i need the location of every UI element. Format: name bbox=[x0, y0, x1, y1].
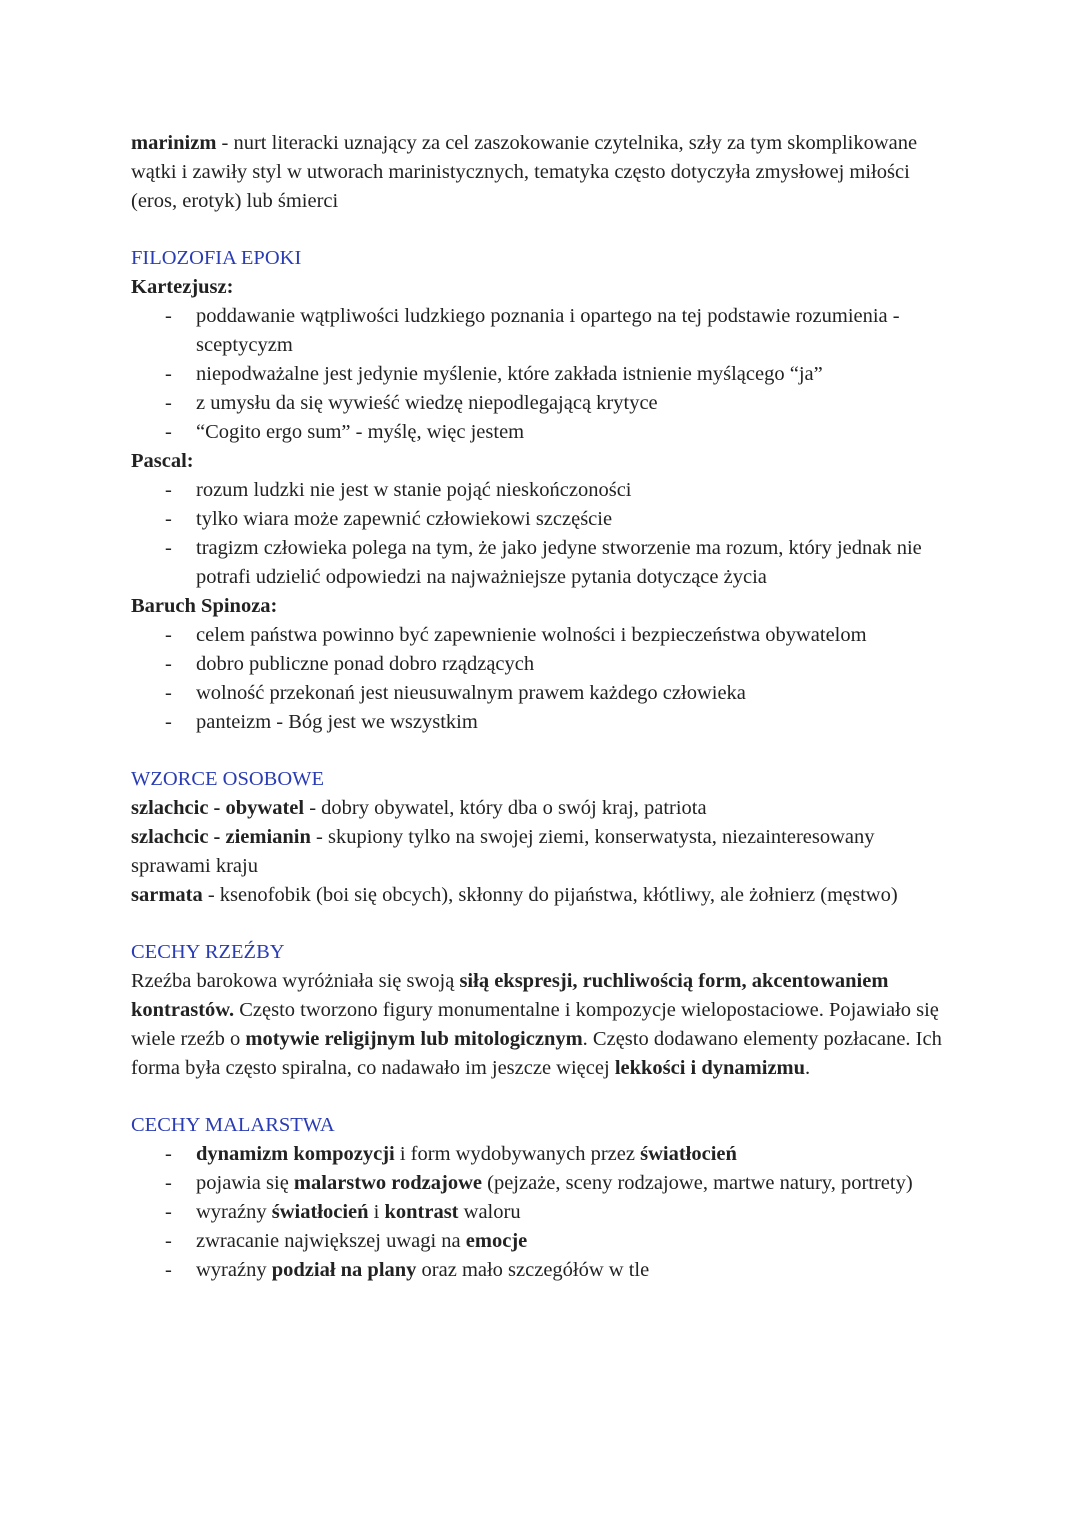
text-run: . Często dodawano elementy pozłacane. Ich forma była często spiralna, co nadawało im jeszcze więcej bbox=[131, 1028, 942, 1079]
text-run: i form wydobywanych przez bbox=[394, 1143, 641, 1165]
bold-run: siłą ekspresji, ruchliwością form, akcentowaniem kontrastów. bbox=[131, 970, 889, 1021]
spacer bbox=[131, 737, 951, 765]
list-item-text: tragizm człowieka polega na tym, że jako jedyne stworzenie ma rozum, który jednak nie potrafi udzielić odpowiedzi na najważniejsze pytania dotyczące życia bbox=[196, 537, 922, 588]
list-item bbox=[131, 621, 951, 650]
marinizm-paragraph bbox=[131, 129, 951, 216]
dash-marker: - bbox=[165, 1259, 172, 1281]
list-item-text: tylko wiara może zapewnić człowiekowi szczęście bbox=[196, 508, 613, 530]
bold-run: dynamizm kompozycji bbox=[196, 1143, 395, 1165]
heading-filozofia: FILOZOFIA EPOKI bbox=[131, 247, 302, 269]
dash-marker: - bbox=[165, 653, 172, 675]
dash-marker: - bbox=[165, 1172, 172, 1194]
list-item bbox=[131, 1198, 951, 1227]
list-item bbox=[131, 360, 951, 389]
text-run: zwracanie największej uwagi na bbox=[196, 1230, 466, 1252]
list-item bbox=[131, 1227, 951, 1256]
text-run: waloru bbox=[458, 1201, 521, 1223]
list-item bbox=[131, 1169, 951, 1198]
list-item-text: rozum ludzki nie jest w stanie pojąć nieskończoności bbox=[196, 479, 632, 501]
list-item-text: niepodważalne jest jedynie myślenie, które zakłada istnienie myślącego “ja” bbox=[196, 363, 823, 385]
list-item-text: poddawanie wątpliwości ludzkiego poznania i opartego na tej podstawie rozumienia - sceptycyzm bbox=[196, 305, 900, 356]
dash-marker: - bbox=[165, 508, 172, 530]
list-item bbox=[131, 302, 951, 360]
kartezjusz-list bbox=[131, 302, 951, 447]
dash-marker: - bbox=[165, 682, 172, 704]
list-item bbox=[131, 1140, 951, 1169]
document-content bbox=[131, 129, 951, 1285]
list-item bbox=[131, 708, 951, 737]
dash-marker: - bbox=[165, 537, 172, 559]
list-item bbox=[131, 389, 951, 418]
wzorzec-text: - skupiony tylko na swojej ziemi, konserwatysta, niezainteresowany sprawami kraju bbox=[131, 826, 875, 877]
list-item bbox=[131, 418, 951, 447]
bold-run: emocje bbox=[465, 1230, 528, 1252]
text-run: oraz mało szczegółów w tle bbox=[416, 1259, 650, 1281]
philosopher-spinoza: Baruch Spinoza: bbox=[131, 595, 278, 617]
list-item-text: “Cogito ergo sum” - myślę, więc jestem bbox=[196, 421, 525, 443]
spacer bbox=[131, 1083, 951, 1111]
philosopher-kartezjusz: Kartezjusz: bbox=[131, 276, 234, 298]
text-run: . bbox=[805, 1057, 811, 1079]
text-run: wyraźny bbox=[196, 1259, 272, 1281]
heading-wzorce: WZORCE OSOBOWE bbox=[131, 768, 325, 790]
bold-run: światłocień bbox=[640, 1143, 737, 1165]
text-run: Często tworzono figury monumentalne i kompozycje wielopostaciowe. Pojawiało się wiele rzeźb o bbox=[131, 999, 939, 1050]
bold-run: światłocień bbox=[271, 1201, 369, 1223]
wzorzec-term: szlachcic - ziemianin bbox=[131, 826, 311, 848]
bold-run: malarstwo rodzajowe bbox=[293, 1172, 482, 1194]
text-run: i bbox=[368, 1201, 385, 1223]
list-item-text: z umysłu da się wywieść wiedzę niepodlegającą krytyce bbox=[196, 392, 658, 414]
spacer bbox=[131, 910, 951, 938]
pascal-list bbox=[131, 476, 951, 592]
text-run: pojawia się bbox=[196, 1172, 294, 1194]
dash-marker: - bbox=[165, 421, 172, 443]
bold-run: motywie religijnym lub mitologicznym bbox=[245, 1028, 583, 1050]
wzorzec-obywatel bbox=[131, 794, 951, 823]
list-item bbox=[131, 679, 951, 708]
spacer bbox=[131, 216, 951, 244]
bold-run: podział na plany bbox=[271, 1259, 417, 1281]
bold-run: lekkości i dynamizmu bbox=[614, 1057, 806, 1079]
text-run: wyraźny bbox=[196, 1201, 272, 1223]
list-item-text: wolność przekonań jest nieusuwalnym prawem każdego człowieka bbox=[196, 682, 746, 704]
list-item bbox=[131, 650, 951, 679]
malarstwo-list bbox=[131, 1140, 951, 1285]
marinizm-definition: - nurt literacki uznający za cel zaszokowanie czytelnika, szły za tym skomplikowane wątki i zawiły styl w utworach marinistycznych, tematyka często dotyczyła zmysłowej miłości (eros, erotyk) lub śmierci bbox=[131, 132, 918, 212]
text-run: (pejzaże, sceny rodzajowe, martwe natury, portrety) bbox=[482, 1172, 913, 1194]
dash-marker: - bbox=[165, 1143, 172, 1165]
list-item-text: panteizm - Bóg jest we wszystkim bbox=[196, 711, 478, 733]
dash-marker: - bbox=[165, 363, 172, 385]
wzorzec-text: - ksenofobik (boi się obcych), skłonny do pijaństwa, kłótliwy, ale żołnierz (męstwo) bbox=[202, 884, 898, 906]
dash-marker: - bbox=[165, 392, 172, 414]
marinizm-term: marinizm bbox=[131, 132, 217, 154]
list-item bbox=[131, 476, 951, 505]
list-item bbox=[131, 1256, 951, 1285]
dash-marker: - bbox=[165, 1230, 172, 1252]
heading-malarstwo: CECHY MALARSTWA bbox=[131, 1114, 335, 1136]
dash-marker: - bbox=[165, 624, 172, 646]
spinoza-list bbox=[131, 621, 951, 737]
dash-marker: - bbox=[165, 305, 172, 327]
wzorzec-ziemianin bbox=[131, 823, 951, 881]
philosopher-pascal: Pascal: bbox=[131, 450, 194, 472]
list-item-text: dobro publiczne ponad dobro rządzących bbox=[196, 653, 535, 675]
text-run: Rzeźba barokowa wyróżniała się swoją bbox=[131, 970, 460, 992]
bold-run: kontrast bbox=[384, 1201, 459, 1223]
wzorzec-term: szlachcic - obywatel bbox=[131, 797, 305, 819]
dash-marker: - bbox=[165, 711, 172, 733]
wzorzec-text: - dobry obywatel, który dba o swój kraj, patriota bbox=[304, 797, 707, 819]
wzorzec-term: sarmata bbox=[131, 884, 203, 906]
list-item-text: celem państwa powinno być zapewnienie wolności i bezpieczeństwa obywatelom bbox=[196, 624, 867, 646]
rzezba-paragraph bbox=[131, 967, 951, 1083]
wzorzec-sarmata bbox=[131, 881, 951, 910]
dash-marker: - bbox=[165, 1201, 172, 1223]
heading-rzezba: CECHY RZEŹBY bbox=[131, 941, 285, 963]
list-item bbox=[131, 505, 951, 534]
list-item bbox=[131, 534, 951, 592]
dash-marker: - bbox=[165, 479, 172, 501]
